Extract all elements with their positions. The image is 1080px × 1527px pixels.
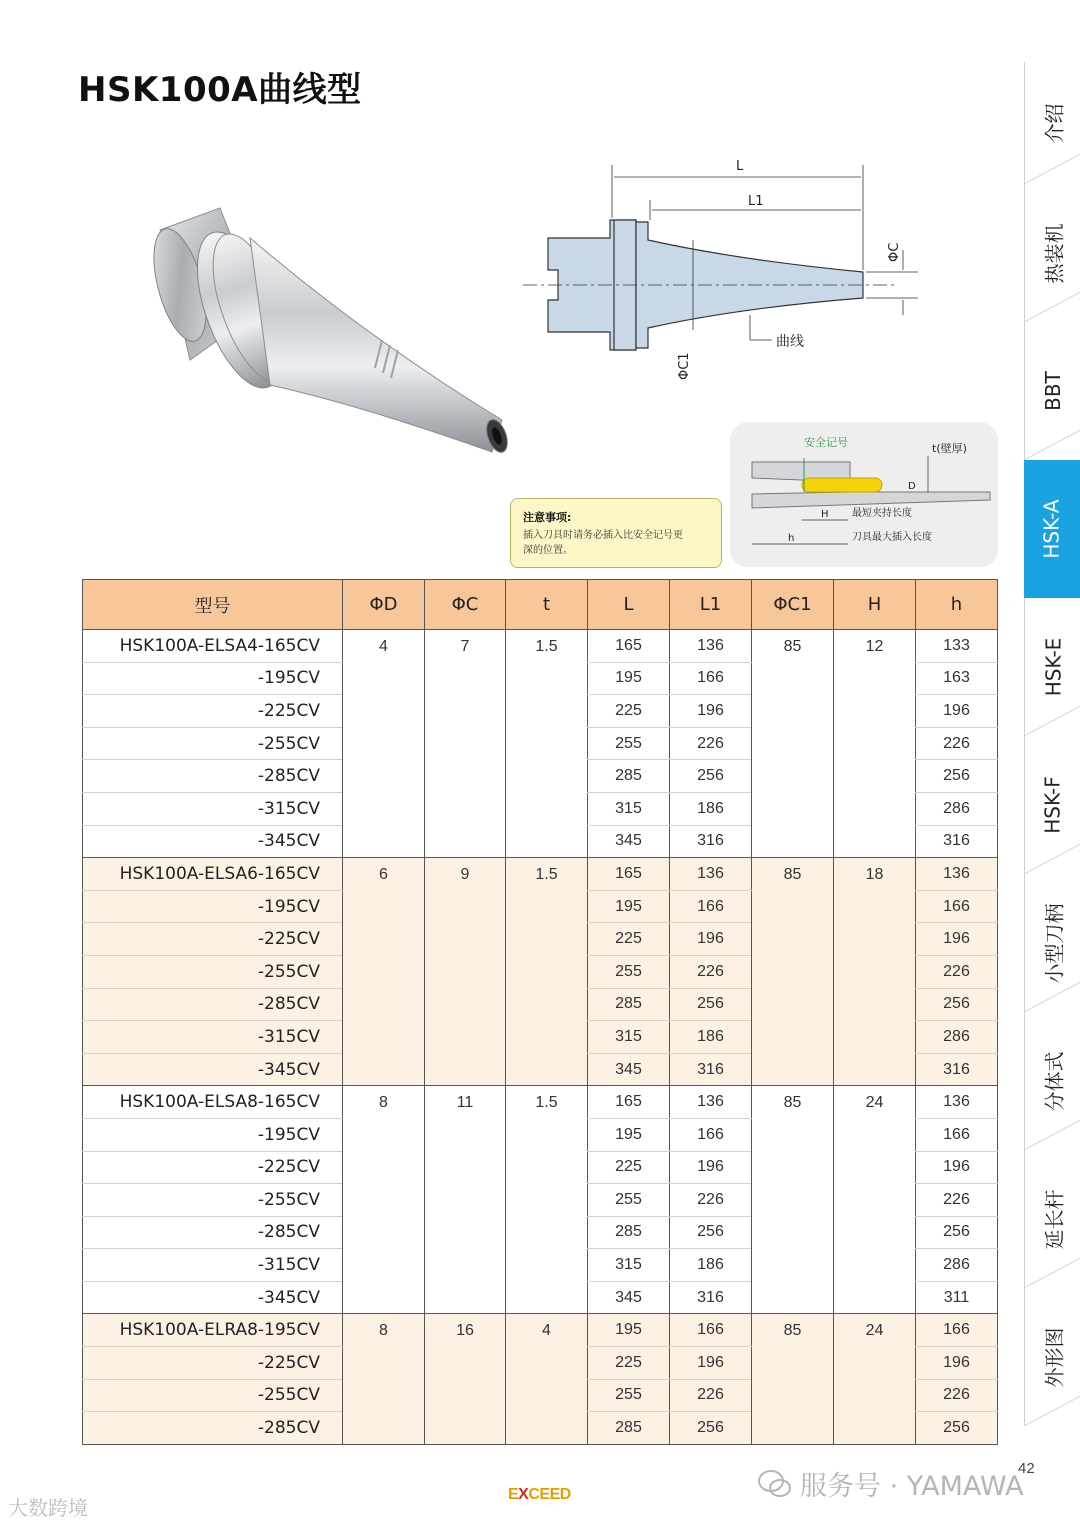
table-cell: -255CV — [83, 1184, 343, 1217]
table-cell: 285 — [588, 760, 670, 793]
tab-5[interactable] — [1024, 736, 1080, 874]
table-cell: 195 — [588, 1314, 670, 1347]
table-cell: 165 — [588, 858, 670, 891]
table-cell: 226 — [670, 1184, 752, 1217]
table-cell: 226 — [916, 955, 998, 988]
table-cell: 166 — [916, 890, 998, 923]
table-cell: 316 — [670, 1281, 752, 1314]
chat-icon — [758, 1469, 792, 1499]
column-header: ΦC — [425, 580, 506, 630]
tab-label: 分体式 — [1042, 1051, 1067, 1111]
table-cell: -345CV — [83, 825, 343, 858]
table-cell: 195 — [588, 662, 670, 695]
table-cell: 286 — [916, 1249, 998, 1282]
table-cell: -285CV — [83, 760, 343, 793]
watermark-right — [758, 1464, 1024, 1503]
safety-mark-label: 安全记号 — [804, 436, 848, 449]
dim-L: L — [736, 159, 744, 174]
tab-9[interactable] — [1024, 1288, 1080, 1426]
table-cell: 225 — [588, 1151, 670, 1184]
tab-2[interactable] — [1024, 322, 1080, 460]
table-cell: -345CV — [83, 1053, 343, 1086]
tab-label: 外形图 — [1042, 1327, 1067, 1387]
tab-label: 热装机 — [1042, 223, 1067, 283]
table-cell: 315 — [588, 1021, 670, 1054]
table-cell: 316 — [670, 1053, 752, 1086]
table-cell: 85 — [752, 858, 834, 1086]
table-cell: 136 — [670, 858, 752, 891]
table-cell: 166 — [670, 890, 752, 923]
table-cell: 18 — [834, 858, 916, 1086]
column-header: L — [588, 580, 670, 630]
max-insert-label: 刀具最大插入长度 — [852, 532, 932, 543]
table-row — [83, 858, 998, 891]
tab-label: HSK-A — [1040, 499, 1064, 559]
table-cell: HSK100A-ELSA8-165CV — [83, 1086, 343, 1119]
tab-label: HSK-F — [1041, 776, 1066, 834]
table-cell: 136 — [916, 858, 998, 891]
table-cell: 256 — [916, 1412, 998, 1445]
section-tabs — [1024, 62, 1080, 1442]
table-cell: 316 — [916, 1053, 998, 1086]
table-cell: 136 — [670, 630, 752, 663]
wall-label: t(壁厚) — [932, 442, 967, 455]
table-cell: 196 — [916, 923, 998, 956]
min-clamp-label: 最短夹持长度 — [852, 508, 912, 519]
table-cell: 226 — [670, 1379, 752, 1412]
table-row — [83, 630, 998, 663]
table-cell: -225CV — [83, 1151, 343, 1184]
table-cell: 166 — [670, 1118, 752, 1151]
watermark-right-text: 服务号 · YAMAWA — [800, 1471, 1024, 1502]
table-cell: -225CV — [83, 1347, 343, 1380]
h-upper-label: H — [821, 509, 829, 520]
table-cell: 166 — [916, 1118, 998, 1151]
table-cell: 286 — [916, 1021, 998, 1054]
tool-holder-photo — [120, 190, 520, 490]
table-cell: 226 — [916, 727, 998, 760]
table-cell: 285 — [588, 988, 670, 1021]
table-cell: -315CV — [83, 1021, 343, 1054]
dim-L1: L1 — [748, 194, 764, 209]
table-cell: HSK100A-ELRA8-195CV — [83, 1314, 343, 1347]
insertion-detail — [730, 422, 998, 567]
table-cell: 196 — [916, 1151, 998, 1184]
column-header: h — [916, 580, 998, 630]
caution-note — [510, 498, 722, 568]
table-cell: 226 — [916, 1379, 998, 1412]
table-cell: 195 — [588, 890, 670, 923]
table-cell: 255 — [588, 1184, 670, 1217]
table-cell: 165 — [588, 630, 670, 663]
table-cell: 315 — [588, 792, 670, 825]
table-cell: 255 — [588, 1379, 670, 1412]
h-lower-label: h — [788, 533, 795, 544]
table-cell: 196 — [670, 923, 752, 956]
column-header: 型号 — [83, 580, 343, 630]
table-cell: -315CV — [83, 1249, 343, 1282]
table-cell: 196 — [916, 1347, 998, 1380]
page-number: 42 — [1018, 1460, 1035, 1477]
table-cell: 316 — [670, 825, 752, 858]
table-cell: 225 — [588, 695, 670, 728]
table-cell: 4 — [343, 630, 425, 858]
column-header: t — [506, 580, 588, 630]
table-cell: 166 — [916, 1314, 998, 1347]
table-cell: 166 — [670, 662, 752, 695]
table-cell: 255 — [588, 727, 670, 760]
table-cell: 285 — [588, 1216, 670, 1249]
table-cell: -285CV — [83, 1216, 343, 1249]
table-cell: 136 — [670, 1086, 752, 1119]
table-cell: 256 — [670, 1216, 752, 1249]
table-cell: 85 — [752, 630, 834, 858]
table-cell: 256 — [916, 760, 998, 793]
table-cell: 195 — [588, 1118, 670, 1151]
table-cell: 256 — [670, 1412, 752, 1445]
table-cell: 256 — [916, 988, 998, 1021]
table-cell: 11 — [425, 1086, 506, 1314]
spec-group — [83, 1314, 998, 1444]
table-cell: 4 — [506, 1314, 588, 1444]
column-header: L1 — [670, 580, 752, 630]
table-cell: 225 — [588, 923, 670, 956]
table-cell: 315 — [588, 1249, 670, 1282]
caution-title: 注意事项: — [523, 511, 572, 524]
tab-3[interactable] — [1024, 460, 1080, 598]
dim-C: ΦC — [887, 242, 902, 262]
table-cell: 9 — [425, 858, 506, 1086]
table-cell: 196 — [670, 1347, 752, 1380]
table-cell: 196 — [670, 695, 752, 728]
table-cell: -285CV — [83, 988, 343, 1021]
tab-label: HSK-E — [1041, 637, 1066, 697]
tab-label: BBT — [1040, 371, 1065, 411]
table-cell: 186 — [670, 1249, 752, 1282]
table-cell: 256 — [670, 760, 752, 793]
tab-label: 延长杆 — [1042, 1189, 1067, 1249]
tab-0[interactable] — [1024, 62, 1080, 184]
table-cell: 1.5 — [506, 1086, 588, 1314]
table-cell: -315CV — [83, 792, 343, 825]
table-cell: 163 — [916, 662, 998, 695]
table-cell: 24 — [834, 1086, 916, 1314]
table-cell: HSK100A-ELSA6-165CV — [83, 858, 343, 891]
table-cell: -195CV — [83, 662, 343, 695]
tab-1[interactable] — [1024, 184, 1080, 322]
table-cell: 256 — [916, 1216, 998, 1249]
table-cell: 345 — [588, 825, 670, 858]
table-cell: 186 — [670, 1021, 752, 1054]
table-cell: 1.5 — [506, 858, 588, 1086]
spec-group — [83, 1086, 998, 1314]
table-cell: 311 — [916, 1281, 998, 1314]
table-cell: -255CV — [83, 727, 343, 760]
table-cell: 196 — [670, 1151, 752, 1184]
table-cell: 85 — [752, 1086, 834, 1314]
table-cell: 285 — [588, 1412, 670, 1445]
dim-C1: ΦC1 — [677, 352, 692, 380]
table-row — [83, 1086, 998, 1119]
table-cell: 166 — [670, 1314, 752, 1347]
table-cell: 16 — [425, 1314, 506, 1444]
table-cell: -225CV — [83, 695, 343, 728]
table-cell: 24 — [834, 1314, 916, 1444]
tab-label: 小型刀柄 — [1042, 903, 1067, 983]
spec-table — [82, 579, 998, 1445]
table-cell: 256 — [670, 988, 752, 1021]
table-cell: 345 — [588, 1281, 670, 1314]
page-title: HSK100A曲线型 — [78, 70, 362, 110]
table-cell: 7 — [425, 630, 506, 858]
table-cell: 345 — [588, 1053, 670, 1086]
table-cell: 226 — [670, 955, 752, 988]
spec-group — [83, 858, 998, 1086]
brand-logo: EXCEED — [508, 1486, 571, 1503]
table-cell: -195CV — [83, 890, 343, 923]
table-cell: 186 — [670, 792, 752, 825]
column-header: ΦC1 — [752, 580, 834, 630]
caution-line-2: 深的位置。 — [523, 545, 573, 556]
table-cell: 8 — [343, 1086, 425, 1314]
table-cell: -255CV — [83, 955, 343, 988]
table-cell: 165 — [588, 1086, 670, 1119]
tab-7[interactable] — [1024, 1012, 1080, 1150]
table-cell: 85 — [752, 1314, 834, 1444]
table-cell: 225 — [588, 1347, 670, 1380]
watermark-left: 大数跨境 — [8, 1496, 88, 1520]
table-cell: 6 — [343, 858, 425, 1086]
table-cell: 133 — [916, 630, 998, 663]
table-cell: 316 — [916, 825, 998, 858]
column-header: ΦD — [343, 580, 425, 630]
tab-8[interactable] — [1024, 1150, 1080, 1288]
dimension-drawing — [518, 150, 928, 390]
curve-label: 曲线 — [776, 334, 804, 350]
table-cell: 255 — [588, 955, 670, 988]
tab-6[interactable] — [1024, 874, 1080, 1012]
table-cell: -285CV — [83, 1412, 343, 1445]
table-cell: 8 — [343, 1314, 425, 1444]
table-cell: -255CV — [83, 1379, 343, 1412]
table-cell: 1.5 — [506, 630, 588, 858]
table-cell: -195CV — [83, 1118, 343, 1151]
caution-line-1: 插入刀具时请务必插入比安全记号更 — [523, 530, 683, 541]
table-cell: -345CV — [83, 1281, 343, 1314]
table-row — [83, 1314, 998, 1347]
table-cell: -225CV — [83, 923, 343, 956]
table-cell: 196 — [916, 695, 998, 728]
table-cell: 136 — [916, 1086, 998, 1119]
spec-group — [83, 630, 998, 858]
table-cell: HSK100A-ELSA4-165CV — [83, 630, 343, 663]
tab-4[interactable] — [1024, 598, 1080, 736]
d-label: D — [908, 481, 916, 492]
column-header: H — [834, 580, 916, 630]
tab-label: 介绍 — [1042, 103, 1067, 143]
table-cell: 226 — [916, 1184, 998, 1217]
table-cell: 12 — [834, 630, 916, 858]
table-cell: 286 — [916, 792, 998, 825]
table-cell: 226 — [670, 727, 752, 760]
